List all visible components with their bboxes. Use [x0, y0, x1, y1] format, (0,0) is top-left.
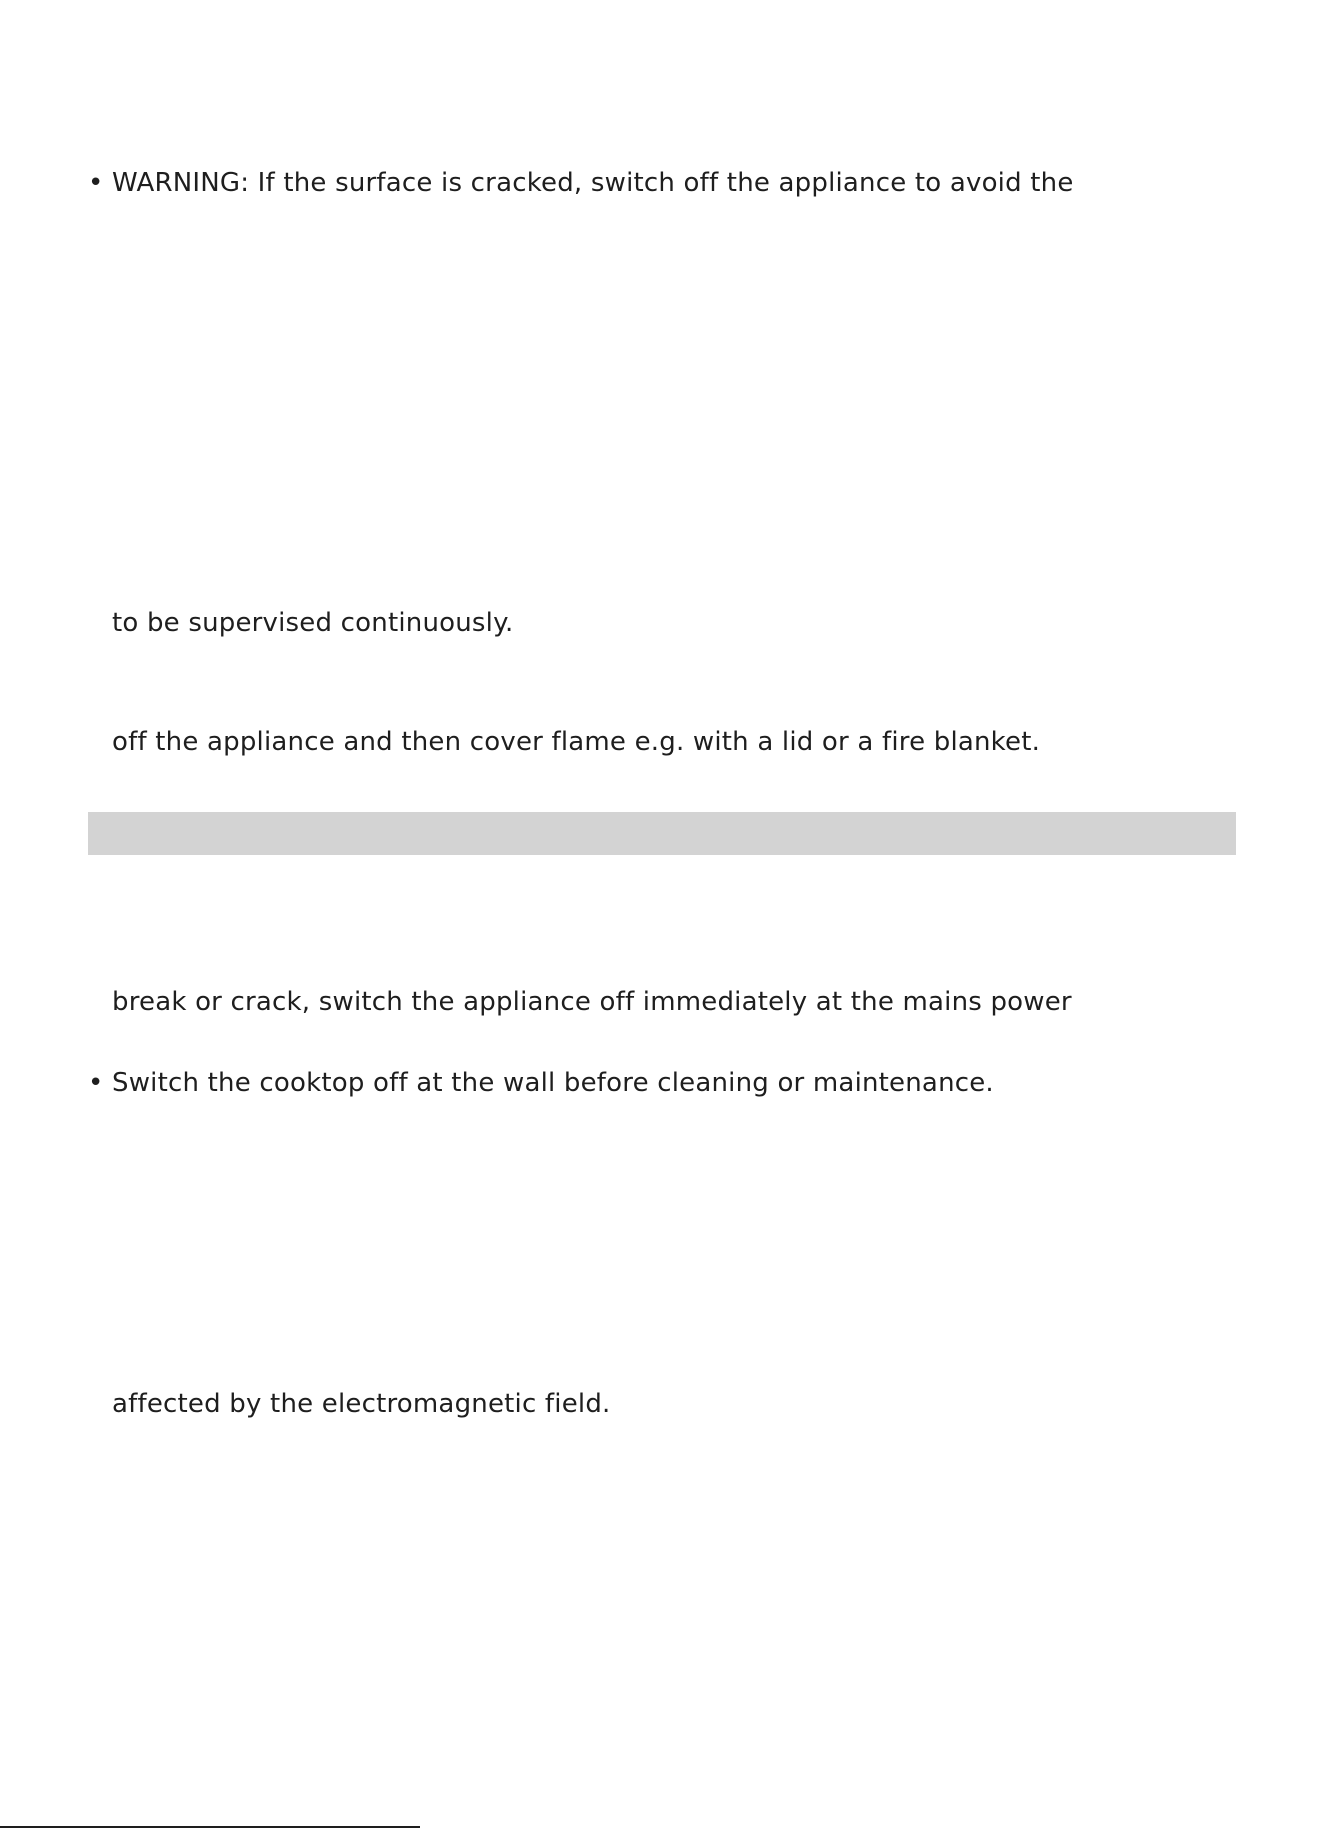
warning-text-line: WARNING: If the surface is cracked, switch off the appliance to avoid the	[112, 168, 1074, 198]
section-header-band	[88, 812, 1236, 855]
maintenance-text-line: Switch the cooktop off at the wall before cleaning or maintenance.	[112, 1068, 994, 1098]
supervision-text-line: to be supervised continuously.	[112, 608, 514, 638]
electromagnetic-text-line: affected by the electromagnetic field.	[112, 1389, 611, 1419]
crack-instruction-text-line: break or crack, switch the appliance off immediately at the mains power	[112, 987, 1072, 1017]
bullet-marker: •	[88, 1068, 104, 1098]
bullet-marker: •	[88, 168, 104, 198]
fire-instruction-text-line: off the appliance and then cover flame e.g. with a lid or a fire blanket.	[112, 727, 1041, 757]
